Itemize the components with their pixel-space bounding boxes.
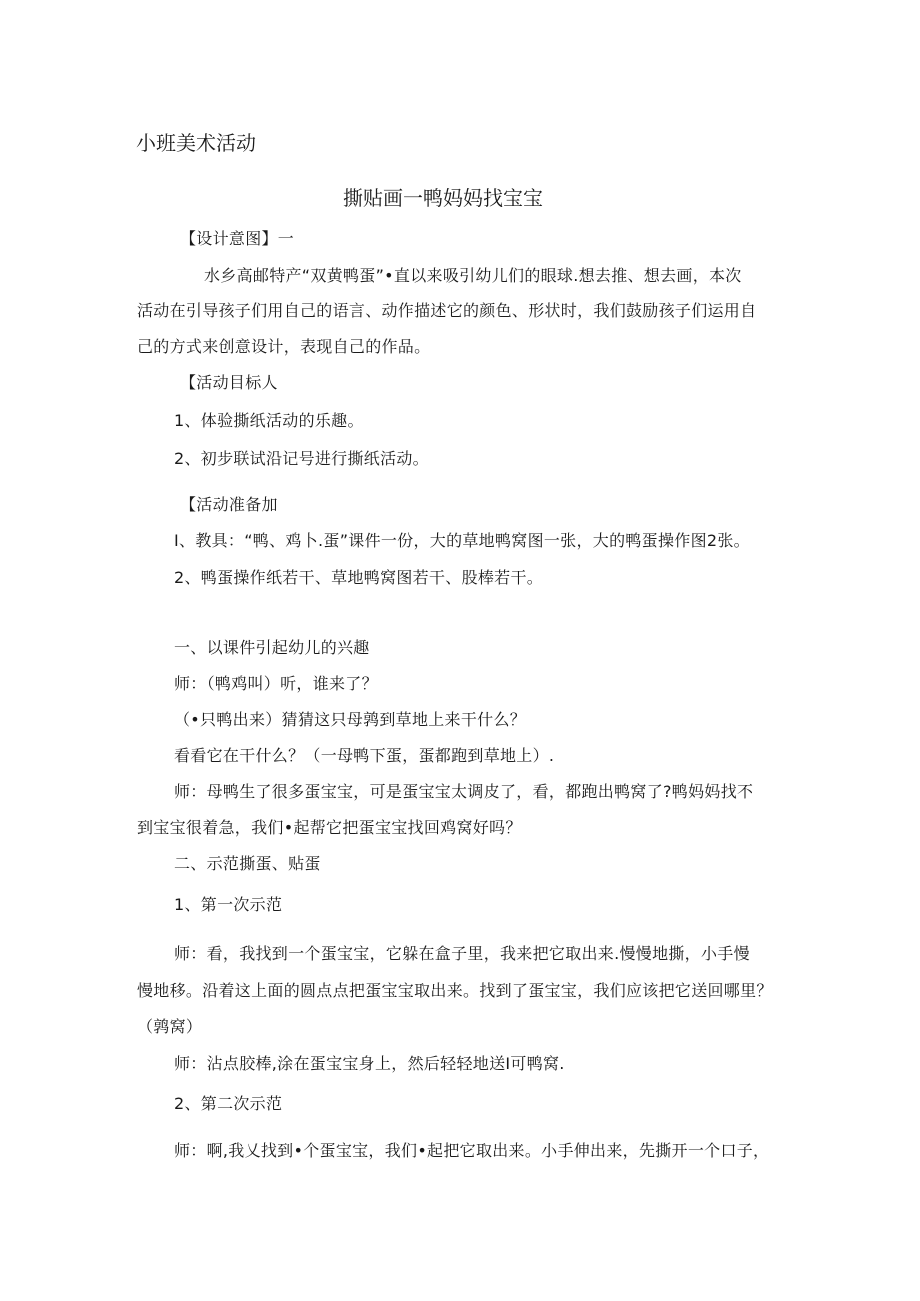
step-heading: 二、示范撕蛋、贴蛋 — [174, 854, 321, 873]
dialogue-line: 师：啊,我乂找到•个蛋宝宝，我们•起把它取出来。小手伸出来，先撕开一个口子， — [174, 1141, 770, 1160]
dialogue-line: 师：（鸭鸡叫）听，谁来了？ — [174, 674, 378, 693]
dialogue-line: （鹑窝） — [137, 1017, 203, 1036]
section-label-goals: 【活动目标人 — [180, 373, 278, 392]
list-item: I、教具：“鸭、鸡卜.蛋”课件一份，大的草地鸭窝图一张，大的鸭蛋操作图2张。 — [174, 531, 750, 550]
dialogue-line: （•只鸭出来）猜猜这只母鹑到草地上来干什么？ — [174, 710, 527, 729]
paragraph-line: 己的方式来创意设计，表现自己的作品。 — [137, 337, 431, 356]
page-title: 撕贴画一鸭妈妈找宝宝 — [343, 186, 543, 210]
dialogue-line: 师：看，我找到一个蛋宝宝，它躲在盒子里，我来把它取出来.慢慢地撕，小手慢 — [174, 944, 750, 963]
dialogue-line: 看看它在干什么？（一母鸭下蛋，蛋都跑到草地上）. — [174, 746, 555, 765]
section-label-design-intent: 【设计意图】一 — [180, 229, 295, 248]
dialogue-line: 慢地移。沿着这上面的圆点点把蛋宝宝取出来。找到了蛋宝宝，我们应该把它送回哪里？ — [137, 981, 773, 1000]
paragraph-line: 活动在引导孩子们用自己的语言、动作描述它的颜色、形状时，我们鼓励孩子们运用自 — [137, 301, 757, 320]
dialogue-line: 到宝宝很着急，我们•起帮它把蛋宝宝找回鸡窝好吗？ — [137, 818, 522, 837]
dialogue-line: 师：沾点胶棒,涂在蛋宝宝身上，然后轻轻地送I可鸭窝. — [174, 1054, 565, 1073]
dialogue-line: 师：母鸭生了很多蛋宝宝，可是蛋宝宝太调皮了，看，都跑出鸭窝了?鸭妈妈找不 — [174, 782, 754, 801]
section-label-prep: 【活动准备加 — [180, 495, 278, 514]
sub-step-heading: 2、第二次示范 — [174, 1094, 283, 1113]
list-item: 2、初步联试沿记号进行撕纸活动。 — [174, 449, 429, 468]
list-item: 2、鸭蛋操作纸若干、草地鸭窝图若干、股棒若干。 — [174, 568, 544, 587]
page-heading: 小班美术活动 — [136, 131, 256, 155]
list-item: 1、体验撕纸活动的乐趣。 — [174, 411, 364, 430]
paragraph-line: 水乡高邮特产“双黄鸭蛋”•直以来吸引幼儿们的眼球.想去推、想去画，本次 — [204, 266, 742, 285]
sub-step-heading: 1、第一次示范 — [174, 895, 283, 914]
step-heading: 一、以课件引起幼儿的兴趣 — [174, 638, 370, 657]
